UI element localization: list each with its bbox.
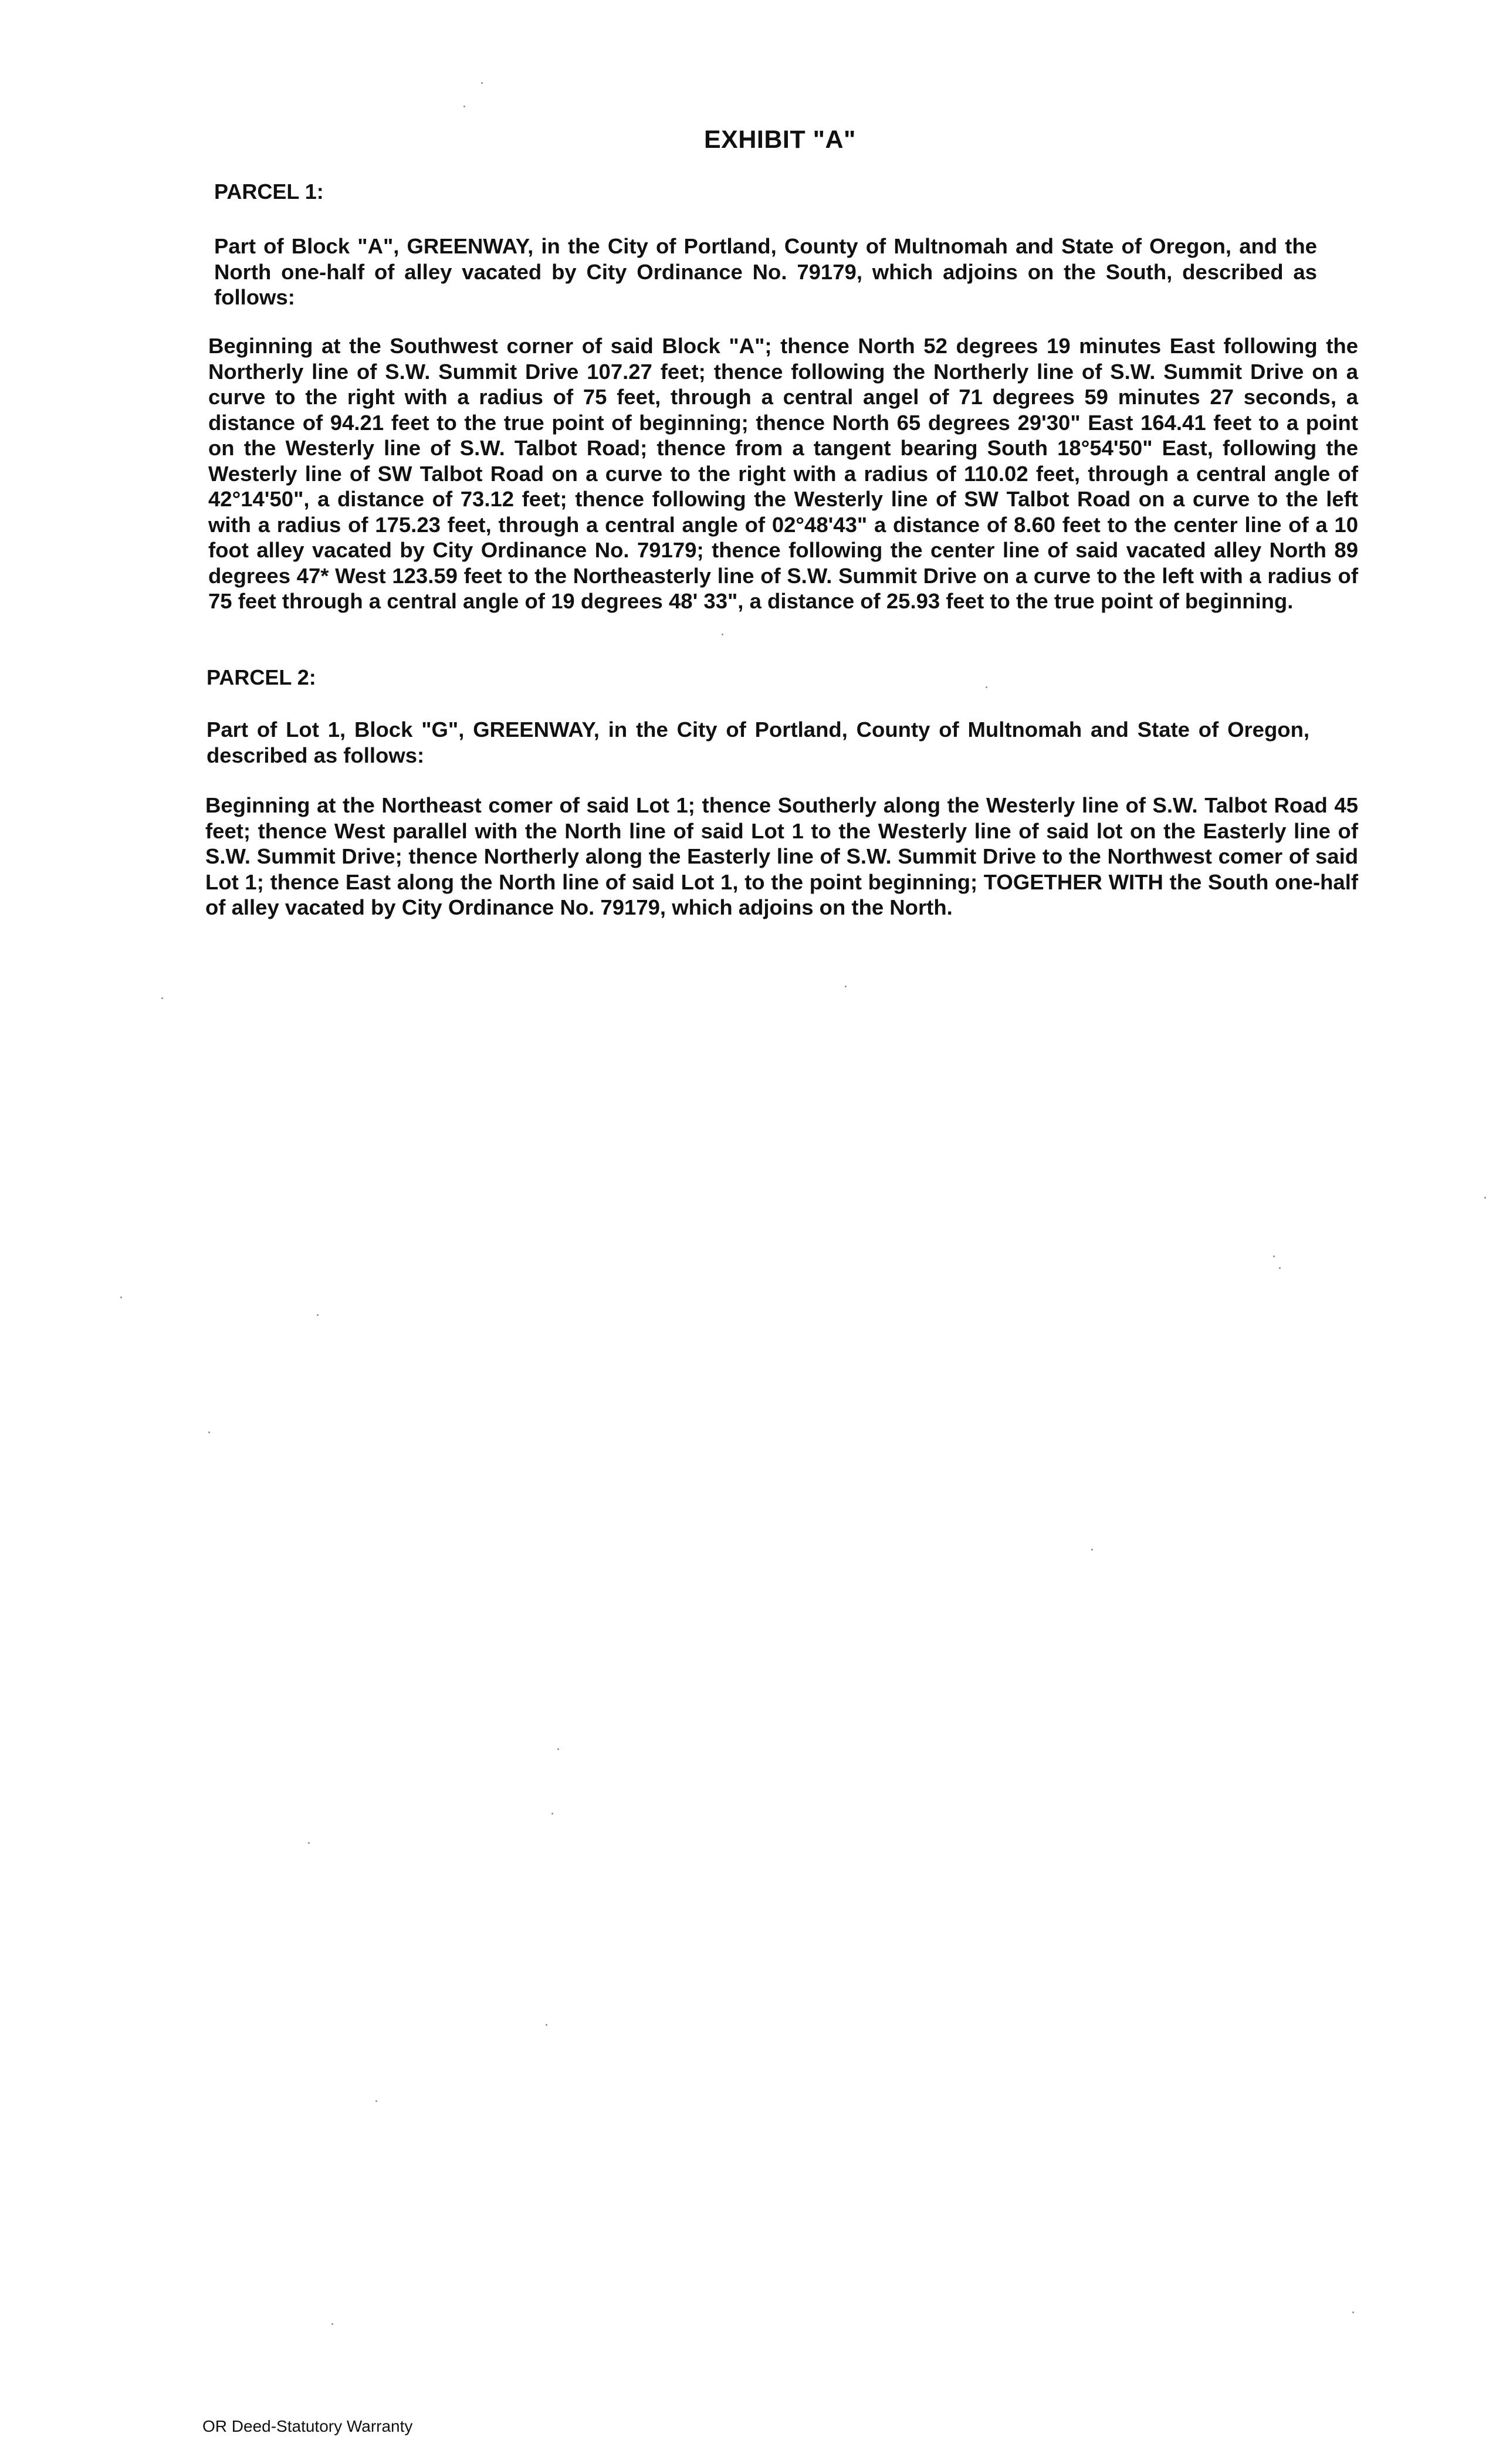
scan-speck	[722, 634, 723, 635]
scan-speck	[546, 2024, 547, 2026]
scan-speck	[208, 1431, 210, 1433]
scan-speck	[1484, 1197, 1486, 1199]
scan-speck	[161, 997, 163, 999]
scan-speck	[551, 1813, 553, 1815]
document-title: EXHIBIT "A"	[704, 126, 856, 154]
parcel-1-intro: Part of Block "A", GREENWAY, in the City of Portland, County of Multnomah and State of Oregon, and the North one-half of alley vacated by City Ordinance No. 79179, which adjoins on the South, described as follows:	[214, 234, 1317, 309]
scan-speck	[120, 1297, 122, 1298]
scan-speck	[557, 1748, 559, 1750]
document-footer: OR Deed-Statutory Warranty	[202, 2417, 413, 2435]
scan-speck	[1279, 1267, 1281, 1269]
scan-speck	[1273, 1255, 1275, 1257]
scan-speck	[463, 106, 465, 107]
scan-speck	[317, 1314, 319, 1316]
scan-speck	[375, 2100, 377, 2102]
parcel-2-description: Beginning at the Northeast comer of said Lot 1; thence Southerly along the Westerly line of S.W. Talbot Road 45 feet; thence West parallel with the North line of said Lot 1 to the Westerly line of said lot on the Easterly line of S.W. Summit Drive; thence Northerly along the Easterly line of S.W. Summit Drive to the Northwest comer of said Lot 1; thence East along the North line of said Lot 1, to the point beginning; TOGETHER WITH the South one-half of alley vacated by City Ordinance No. 79179, which adjoins on the North.	[205, 793, 1358, 919]
scan-speck	[845, 986, 847, 987]
scan-speck	[331, 2323, 333, 2325]
scan-speck	[481, 82, 483, 84]
parcel-1-heading: PARCEL 1:	[214, 180, 324, 204]
parcel-2-intro: Part of Lot 1, Block "G", GREENWAY, in the City of Portland, County of Multnomah and State of Oregon, described as follows:	[207, 717, 1309, 767]
scan-speck	[986, 686, 987, 688]
parcel-1-description: Beginning at the Southwest corner of said Block "A"; thence North 52 degrees 19 minutes East following the Northerly line of S.W. Summit Drive 107.27 feet; thence following the Northerly line of S.W. Summit Drive on a curve to the right with a radius of 75 feet, through a central angel of 71 degrees 59 minutes 27 seconds, a distance of 94.21 feet to the true point of beginning; thence North 65 degrees 29'30" East 164.41 feet to a point on the Westerly line of S.W. Talbot Road; thence from a tangent bearing South 18°54'50" East, following the Westerly line of SW Talbot Road on a curve to the right with a radius of 110.02 feet, through a central angle of 42°14'50", a distance of 73.12 feet; thence following the Westerly line of SW Talbot Road on a curve to the left with a radius of 175.23 feet, through a central angle of 02°48'43" a distance of 8.60 feet to the center line of a 10 foot alley vacated by City Ordinance No. 79179; thence following the center line of said vacated alley North 89 degrees 47* West 123.59 feet to the Northeasterly line of S.W. Summit Drive on a curve to the left with a radius of 75 feet through a central angle of 19 degrees 48' 33", a distance of 25.93 feet to the true point of beginning.	[208, 334, 1358, 613]
scan-speck	[1091, 1549, 1093, 1551]
scan-speck	[308, 1842, 310, 1844]
scan-speck	[1352, 2311, 1354, 2313]
parcel-2-heading: PARCEL 2:	[207, 665, 316, 689]
